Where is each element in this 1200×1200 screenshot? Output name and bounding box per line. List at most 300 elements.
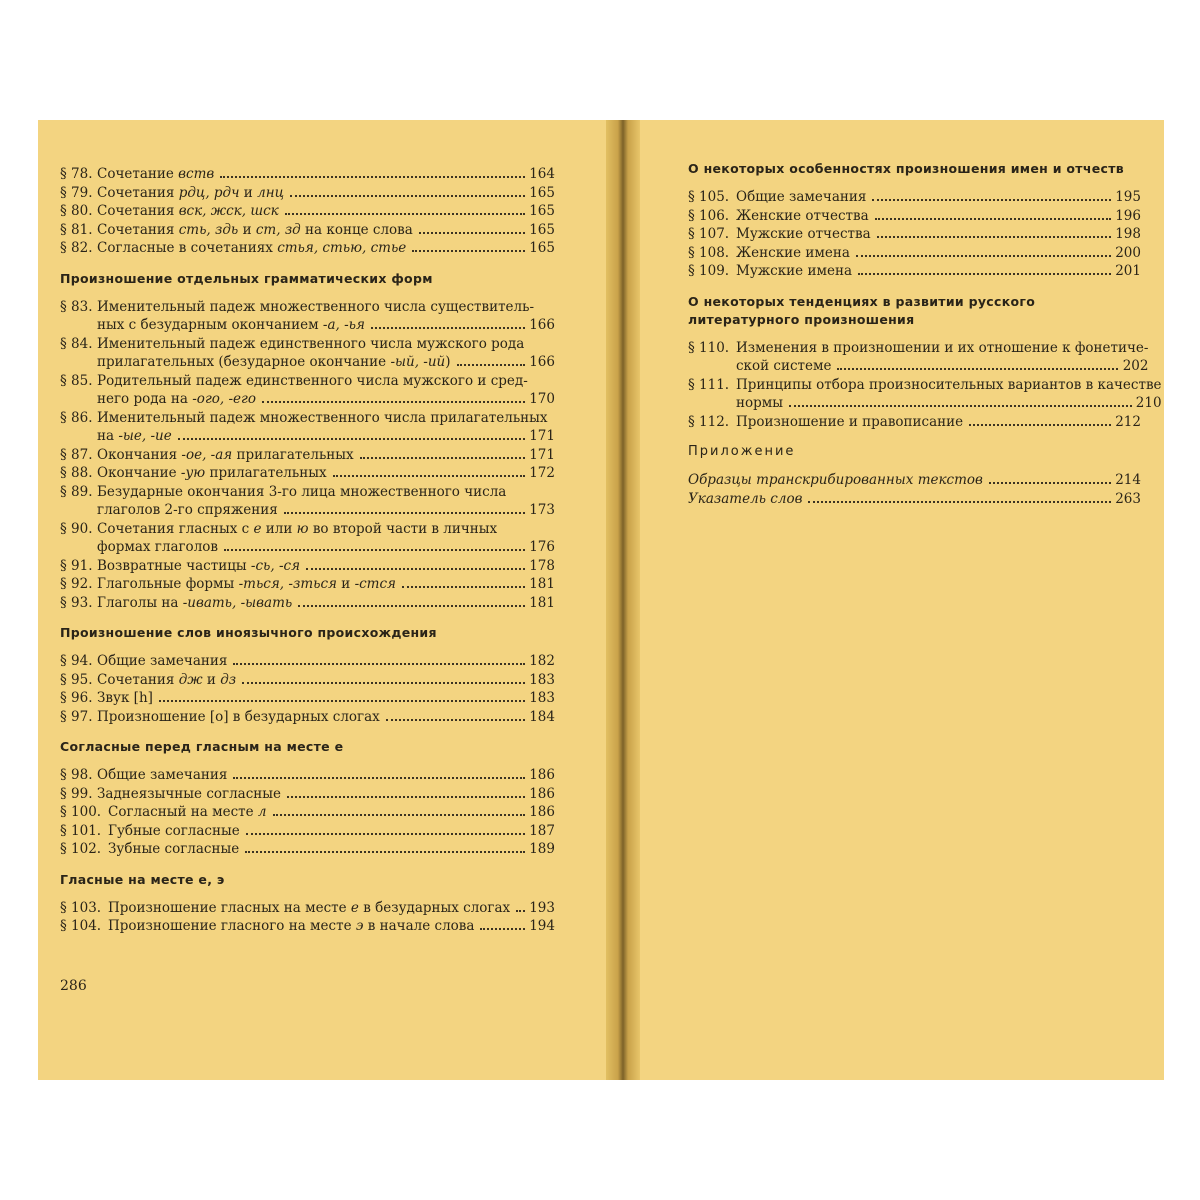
toc-entry — [60, 652, 555, 671]
paragraph-number: § 97. — [60, 708, 93, 725]
toc-line — [108, 840, 555, 859]
entry-title: Сочетания — [97, 671, 175, 688]
toc-entry-row — [60, 483, 555, 520]
toc-entry-body — [97, 464, 555, 483]
entry-title: Женские отчества — [736, 207, 869, 224]
entry-title-continued — [97, 390, 256, 409]
toc-entry-row — [60, 239, 555, 258]
entry-title-text — [736, 244, 850, 263]
toc-entry — [60, 708, 555, 727]
toc-line — [97, 785, 555, 804]
entry-term: ю — [296, 520, 309, 537]
entry-title: на — [97, 428, 115, 444]
entry-page-number: 165 — [529, 240, 555, 256]
entry-title: Общие замечания — [97, 767, 228, 783]
entry-title-text — [97, 689, 153, 708]
book-spread — [38, 120, 1164, 1080]
entry-page-number: 171 — [529, 446, 555, 463]
toc-entry — [60, 671, 555, 690]
toc-line — [97, 427, 555, 446]
toc-line — [97, 165, 555, 184]
paragraph-number: § 112. — [688, 413, 730, 430]
toc-entry-body — [97, 557, 555, 576]
toc-entry — [60, 803, 555, 822]
entry-title-text — [97, 239, 406, 258]
entry-term: -ую — [180, 465, 206, 481]
toc-entry-row — [60, 184, 555, 203]
toc-entry — [60, 184, 555, 203]
section-heading: Произношение слов иноязычного происхождения — [60, 625, 437, 640]
toc-entry — [60, 202, 555, 221]
entry-title: Сочетания — [97, 221, 175, 238]
paragraph-number: § 93. — [60, 594, 93, 611]
toc-entry-body — [108, 840, 555, 859]
entry-title: Сочетания — [97, 203, 175, 219]
entry-title: ской системе — [736, 358, 832, 374]
toc-entry — [60, 520, 555, 557]
entry-title: Глагольные формы — [97, 576, 235, 592]
entry-page-number: 196 — [1115, 207, 1141, 224]
entry-title-continued — [97, 353, 451, 372]
toc-entry — [60, 221, 555, 240]
entry-title-tail: прилагательных — [236, 446, 354, 463]
entry-title: Произношение гласного на месте — [108, 918, 352, 934]
section-heading: О некоторых особенностях произношения имен и отчеств — [688, 161, 1124, 176]
toc-entry-row — [60, 335, 555, 372]
entry-page-number: 214 — [1115, 472, 1141, 488]
toc-entry-row — [688, 207, 1141, 226]
entry-term: -ое, -ая — [181, 446, 233, 463]
toc-entry — [688, 339, 1149, 376]
entry-page-number: 165 — [529, 184, 555, 201]
entry-title: Именительный падеж единственного числа мужского рода — [97, 335, 525, 352]
toc-entry — [688, 413, 1141, 432]
entry-title-text — [97, 409, 548, 428]
entry-page-number: 186 — [529, 767, 555, 783]
right-page — [640, 120, 1164, 1080]
entry-title: Согласный на месте — [108, 804, 254, 820]
entry-title: Общие замечания — [97, 653, 228, 669]
entry-term: -ивать, -ывать — [182, 594, 293, 611]
paragraph-number: § 79. — [60, 184, 93, 201]
entry-title-text — [108, 822, 240, 841]
toc-entry-row — [688, 244, 1141, 263]
toc-entry — [60, 785, 555, 804]
toc-entry-row — [60, 202, 555, 221]
toc-entry — [60, 335, 555, 372]
toc-entry-row — [60, 520, 555, 557]
dot-leader — [306, 567, 525, 570]
toc-entry-row — [688, 413, 1141, 432]
entry-page-number: 165 — [529, 221, 555, 238]
toc-line — [108, 803, 555, 822]
entry-title-text — [97, 652, 227, 671]
toc-entry — [60, 464, 555, 483]
entry-title-continued — [736, 394, 783, 413]
toc-entry — [60, 239, 555, 258]
toc-entry — [688, 244, 1141, 263]
entry-term: л — [257, 804, 267, 820]
toc-entry-row — [688, 262, 1141, 281]
entry-title-tail: во второй части в личных — [312, 520, 498, 537]
toc-entry-body — [97, 372, 555, 409]
paragraph-number: § 95. — [60, 671, 93, 688]
entry-title-text — [736, 207, 869, 226]
toc-entry — [60, 822, 555, 841]
entry-page-number: 212 — [1115, 413, 1141, 430]
toc-entry-row — [60, 464, 555, 483]
toc-entry — [60, 372, 555, 409]
dot-leader — [285, 212, 525, 215]
dot-leader — [360, 456, 525, 459]
toc-entry-body — [97, 409, 555, 446]
dot-leader — [220, 175, 525, 178]
toc-line — [736, 262, 1141, 281]
toc-entry — [688, 225, 1141, 244]
entry-title-text — [97, 575, 396, 594]
toc-entry — [60, 575, 555, 594]
entry-conjunction: и — [243, 184, 253, 201]
toc-entry-body — [736, 376, 1162, 413]
toc-line — [97, 202, 555, 221]
left-toc — [60, 165, 555, 936]
entry-title: глаголов 2-го спряжения — [97, 502, 278, 518]
toc-entry-body — [97, 671, 555, 690]
toc-line — [97, 298, 555, 317]
entry-conjunction: и — [341, 576, 351, 592]
entry-term: -стся — [354, 576, 396, 592]
entry-title-text — [97, 464, 327, 483]
entry-title-text — [736, 188, 866, 207]
dot-leader — [246, 832, 525, 835]
toc-entry — [60, 409, 555, 446]
entry-title: Зубные согласные — [108, 841, 240, 857]
toc-entry — [60, 899, 555, 918]
toc-entry-body — [97, 184, 555, 203]
entry-page-number: 164 — [529, 166, 555, 182]
entry-page-number: 178 — [529, 557, 555, 574]
paragraph-number: § 101. — [60, 822, 102, 839]
entry-title-continued — [97, 538, 218, 557]
paragraph-number: § 80. — [60, 203, 93, 219]
entry-title: Мужские имена — [736, 263, 852, 279]
entry-title: Женские имена — [736, 244, 850, 261]
toc-line — [97, 353, 555, 372]
dot-leader — [875, 217, 1111, 220]
toc-line — [97, 316, 555, 335]
paragraph-number: § 85. — [60, 372, 93, 389]
dot-leader — [159, 699, 525, 702]
toc-line — [97, 390, 555, 409]
entry-page-number: 263 — [1115, 490, 1141, 507]
dot-leader — [233, 776, 525, 779]
toc-line — [108, 822, 555, 841]
dot-leader — [402, 585, 525, 588]
toc-entry-row — [60, 803, 555, 822]
dot-leader — [856, 254, 1111, 257]
entry-title-tail: на конце слова — [305, 221, 413, 238]
entry-title-text — [97, 184, 284, 203]
book-gutter — [606, 120, 640, 1080]
toc-entry-body — [97, 652, 555, 671]
toc-entry-row — [60, 652, 555, 671]
dot-leader — [290, 194, 525, 197]
toc-line — [97, 594, 555, 613]
entry-term: дз — [220, 671, 237, 688]
paragraph-number: § 86. — [60, 409, 93, 426]
entry-title-text — [97, 785, 281, 804]
toc-line — [736, 225, 1141, 244]
toc-entry — [60, 446, 555, 465]
toc-line — [97, 575, 555, 594]
toc-line — [97, 520, 555, 539]
entry-term: вств — [178, 166, 215, 182]
toc-entry-body — [108, 917, 555, 936]
toc-entry-row — [60, 409, 555, 446]
paragraph-number: § 96. — [60, 690, 93, 706]
entry-title-text — [97, 446, 354, 465]
entry-page-number: 201 — [1115, 263, 1141, 279]
entry-page-number: 182 — [529, 653, 555, 669]
toc-entry-body — [97, 689, 555, 708]
entry-page-number: 183 — [529, 671, 555, 688]
entry-page-number: 171 — [529, 428, 555, 444]
toc-line — [97, 483, 555, 502]
entry-term: е — [253, 520, 262, 537]
entry-title: Произношение и правописание — [736, 413, 964, 430]
toc-line — [736, 357, 1148, 376]
toc-entry-body — [736, 339, 1148, 376]
entry-title-text — [97, 298, 534, 317]
entry-term: -ые, -ие — [118, 428, 172, 444]
entry-title-text — [736, 225, 871, 244]
paragraph-number: § 111. — [688, 376, 730, 393]
toc-entry-row — [60, 298, 555, 335]
toc-line — [97, 557, 555, 576]
toc-entry-row — [60, 899, 555, 918]
paragraph-number: § 104. — [60, 918, 102, 934]
toc-entry — [688, 262, 1141, 281]
toc-entry — [688, 376, 1162, 413]
toc-line — [688, 471, 1141, 490]
toc-entry — [60, 165, 555, 184]
entry-title: Сочетание — [97, 166, 174, 182]
toc-line — [736, 394, 1162, 413]
entry-term: рдц, рдч — [178, 184, 240, 201]
toc-entry — [60, 840, 555, 859]
entry-page-number: 198 — [1115, 226, 1141, 242]
toc-line — [736, 244, 1141, 263]
toc-entry-body — [97, 165, 555, 184]
dot-leader — [457, 363, 525, 366]
entry-title: Безударные окончания 3-го лица множественного числа — [97, 483, 507, 500]
toc-entry — [60, 298, 555, 335]
entry-term: -ого, -его — [192, 391, 256, 407]
dot-leader — [858, 272, 1111, 275]
toc-entry — [688, 471, 1141, 490]
dot-leader — [262, 400, 525, 403]
toc-entry-row — [60, 221, 555, 240]
entry-title-text — [97, 165, 214, 184]
paragraph-number: § 89. — [60, 483, 93, 500]
toc-line — [736, 376, 1162, 395]
toc-line — [736, 207, 1141, 226]
toc-line — [97, 221, 555, 240]
toc-line — [736, 413, 1141, 432]
toc-line — [97, 372, 555, 391]
dot-leader — [333, 474, 525, 477]
entry-title-text — [688, 490, 802, 509]
entry-conjunction: и — [242, 221, 252, 238]
entry-title-text — [108, 899, 510, 918]
entry-page-number: 189 — [529, 841, 555, 857]
entry-title-text — [97, 221, 413, 240]
entry-title: Заднеязычные согласные — [97, 785, 282, 802]
page-number: 286 — [60, 978, 87, 994]
toc-entry-row — [60, 575, 555, 594]
dot-leader — [837, 367, 1118, 370]
entry-title-text — [736, 376, 1162, 395]
toc-line — [97, 689, 555, 708]
entry-page-number: 173 — [529, 502, 555, 518]
entry-title: формах глаголов — [97, 539, 218, 555]
dot-leader — [872, 198, 1111, 201]
entry-term: -а, -ья — [322, 317, 365, 333]
toc-entry — [60, 483, 555, 520]
right-toc — [688, 160, 1162, 508]
entry-term: лнц — [257, 184, 285, 201]
entry-title-text — [108, 917, 474, 936]
dot-leader — [224, 548, 525, 551]
entry-title-tail: прилагательных — [209, 465, 327, 481]
toc-line — [97, 652, 555, 671]
toc-line — [97, 538, 555, 557]
section-heading: О некоторых тенденциях в развитии русского литературного произношения — [688, 293, 1036, 327]
toc-entry-body — [688, 490, 1141, 509]
paragraph-number: § 100. — [60, 804, 102, 820]
toc-entry-body — [736, 188, 1141, 207]
entry-page-number: 170 — [529, 391, 555, 407]
entry-page-number: 181 — [529, 576, 555, 592]
entry-title-text — [108, 803, 267, 822]
entry-title-continued — [97, 316, 365, 335]
toc-entry-body — [97, 483, 555, 520]
toc-line — [97, 501, 555, 520]
paragraph-number: § 88. — [60, 465, 93, 481]
toc-entry-row — [60, 594, 555, 613]
entry-title: Звук [h] — [97, 690, 153, 706]
toc-entry — [688, 188, 1141, 207]
toc-entry-row — [688, 339, 1149, 376]
entry-conjunction: или — [265, 520, 293, 537]
dot-leader — [273, 813, 526, 816]
entry-title-tail: в начале слова — [367, 918, 475, 934]
dot-leader — [298, 604, 525, 607]
entry-page-number: 172 — [529, 465, 555, 481]
toc-line — [97, 708, 555, 727]
dot-leader — [516, 909, 525, 912]
section-heading: Приложение — [688, 444, 796, 459]
entry-title-text — [736, 262, 852, 281]
toc-entry-row — [60, 671, 555, 690]
entry-page-number: 176 — [529, 539, 555, 555]
entry-title: Возвратные частицы — [97, 557, 247, 574]
entry-title: Сочетания гласных с — [97, 520, 250, 537]
toc-line — [97, 446, 555, 465]
dot-leader — [989, 481, 1111, 484]
toc-entry-body — [97, 520, 555, 557]
toc-entry-row — [60, 446, 555, 465]
entry-page-number: 210 — [1135, 395, 1162, 411]
toc-entry-row — [60, 785, 555, 804]
dot-leader — [877, 235, 1111, 238]
entry-title-continued — [97, 427, 172, 446]
paragraph-number: § 91. — [60, 557, 93, 574]
entry-page-number: 166 — [529, 317, 555, 333]
entry-term: -ться, -зться — [238, 576, 337, 592]
entry-title: Мужские отчества — [736, 226, 871, 242]
toc-entry-row — [688, 471, 1141, 490]
entry-term: е — [350, 899, 359, 916]
paragraph-number: § 82. — [60, 240, 93, 256]
paragraph-number: § 102. — [60, 841, 102, 857]
entry-title-text — [736, 339, 1148, 358]
entry-title-text — [688, 471, 983, 490]
toc-entry-row — [60, 708, 555, 727]
toc-entry — [60, 689, 555, 708]
paragraph-number: § 87. — [60, 446, 93, 463]
toc-entry-row — [688, 225, 1141, 244]
entry-term: стья, стью, стье — [277, 240, 407, 256]
entry-title-text — [736, 413, 963, 432]
entry-title-text — [97, 671, 236, 690]
toc-entry — [688, 207, 1141, 226]
toc-entry-body — [97, 221, 555, 240]
entry-title-continued — [736, 357, 831, 376]
toc-entry-body — [97, 575, 555, 594]
dot-leader — [233, 662, 525, 665]
toc-entry-body — [97, 239, 555, 258]
entry-term: сть, здь — [178, 221, 239, 238]
toc-entry-body — [688, 471, 1141, 490]
entry-page-number: 193 — [529, 899, 555, 916]
toc-line — [97, 464, 555, 483]
entry-title-text — [97, 557, 300, 576]
toc-entry — [688, 490, 1141, 509]
toc-entry — [60, 557, 555, 576]
toc-line — [97, 239, 555, 258]
entry-title-continued — [97, 501, 278, 520]
entry-page-number: 183 — [529, 690, 555, 706]
toc-line — [97, 409, 555, 428]
paragraph-number: § 105. — [688, 189, 730, 205]
entry-title-text — [97, 335, 524, 354]
entry-title: Именительный падеж множественного числа прилагательных — [97, 409, 548, 426]
toc-entry-row — [60, 165, 555, 184]
toc-entry-body — [97, 446, 555, 465]
entry-page-number: 202 — [1122, 358, 1149, 374]
dot-leader — [480, 927, 525, 930]
toc-entry-row — [60, 822, 555, 841]
entry-term: дж — [178, 671, 203, 688]
toc-entry-body — [736, 413, 1141, 432]
entry-title: Глаголы на — [97, 594, 179, 611]
left-page — [38, 120, 606, 1080]
toc-entry-body — [97, 298, 555, 335]
paragraph-number: § 99. — [60, 785, 93, 802]
entry-title-text — [97, 372, 528, 391]
entry-page-number: 165 — [529, 203, 555, 219]
